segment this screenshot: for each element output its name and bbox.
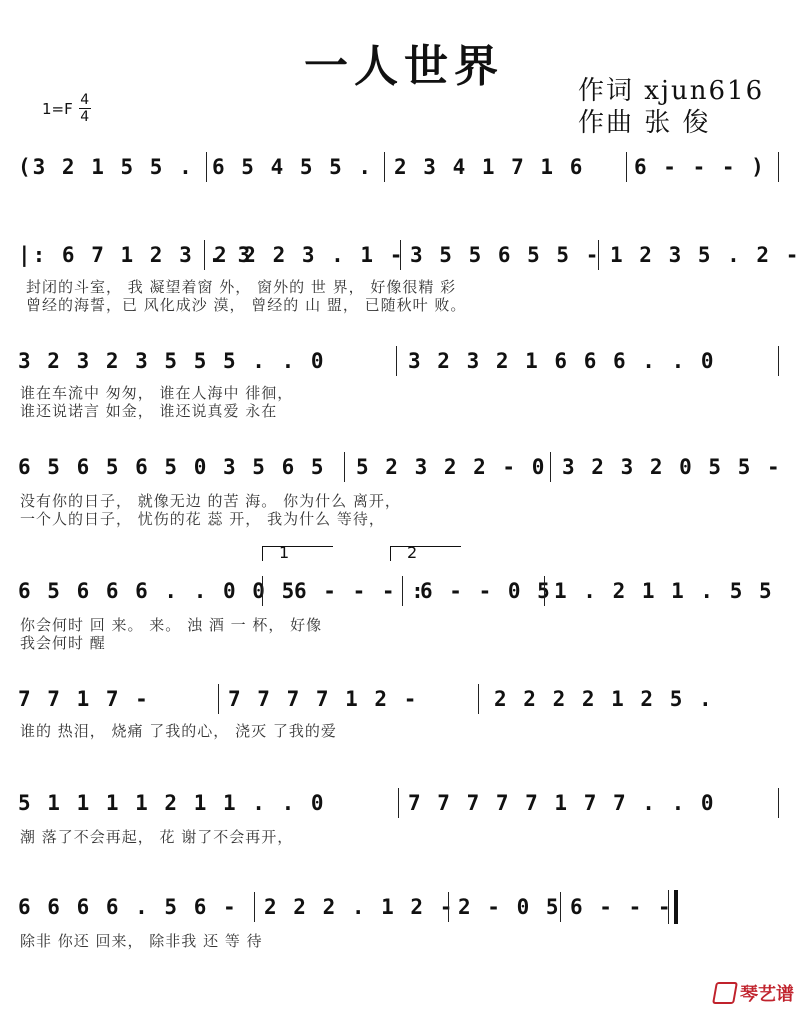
lyric-line: 谁还说诺言 如金， 谁还说真爱 永在: [20, 402, 278, 420]
score-line-6: [18, 682, 790, 716]
key-label: 1=F: [42, 99, 73, 118]
measure: 3 2 3 2 3 5 5 5 . . 0: [18, 349, 326, 373]
measure: 5 2 3 2 2 - 0: [356, 455, 547, 479]
song-title: 一人世界: [304, 41, 504, 92]
measure: 7 7 1 7 -: [18, 687, 150, 711]
measure: 6 - - - ): [634, 155, 766, 179]
measure: 1 2 3 5 . 2 -: [610, 243, 801, 267]
time-signature: [79, 92, 91, 125]
measure: 5 1 1 1 1 2 1 1 . . 0: [18, 791, 326, 815]
measure: 2 3 4 1 7 1 6: [394, 155, 585, 179]
piano-logo-icon: [712, 982, 738, 1004]
measure: 6 - - -: [570, 895, 673, 919]
measure: 6 5 6 5 6 5 0 3 5 6 5: [18, 455, 326, 479]
score-line-4: [18, 450, 790, 484]
lyric-line: 除非 你还 回来， 除非我 还 等 待: [20, 932, 263, 950]
measure: 6 6 6 6 . 5 6 -: [18, 895, 238, 919]
time-numerator: 4: [80, 92, 90, 108]
volta-bracket-1: [262, 543, 333, 562]
measure: 2 - 0 5: [458, 895, 561, 919]
measure: 2 2 2 3 . 1 -: [214, 243, 405, 267]
volta-number: 2: [407, 543, 418, 562]
volta-number: 1: [279, 543, 290, 562]
score-line-1: [18, 150, 790, 184]
measure: 3 2 3 2 1 6 6 6 . . 0: [408, 349, 716, 373]
score-line-2: [18, 238, 801, 272]
final-barline: [674, 890, 678, 924]
measure: 6 5 4 5 5 .: [212, 155, 374, 179]
lyric-line: 谁的 热泪， 烧痛 了我的心， 浇灭 了我的爱: [20, 722, 337, 740]
lyric-line: 你会何时 回 来。 来。 浊 酒 一 杯， 好像: [20, 616, 323, 634]
lyric-line: 谁在车流中 匆匆， 谁在人海中 徘徊，: [20, 384, 294, 402]
measure: 1 . 2 1 1 . 5 5: [554, 579, 774, 603]
key-signature: [42, 92, 91, 125]
lyricist-credit: 作词 xjun616: [578, 76, 765, 106]
measure: 6 - - 0 5: [420, 579, 552, 603]
score-line-7: [18, 786, 790, 820]
measure: 2 2 2 . 1 2 -: [264, 895, 455, 919]
score-line-8: [18, 890, 790, 924]
measure: 3 2 3 2 0 5 5 -: [562, 455, 782, 479]
measure: 6 5 6 6 6 . . 0 0 5: [18, 579, 297, 603]
measure: (3 2 1 5 5 .: [18, 155, 194, 179]
measure: 7 7 7 7 7 1 7 7 . . 0: [408, 791, 716, 815]
logo-text: 琴艺谱: [740, 984, 794, 1005]
lyric-line: 潮 落了不会再起， 花 谢了不会再开，: [20, 828, 294, 846]
lyric-line: 一个人的日子， 忧伤的花 蕊 开， 我为什么 等待，: [20, 510, 385, 528]
lyric-line: 封闭的斗室， 我 凝望着窗 外， 窗外的 世 界， 好像很精 彩: [26, 278, 457, 296]
measure: |: 6 7 1 2 3 . 3: [18, 243, 253, 267]
lyric-line: 没有你的日子， 就像无边 的苦 海。 你为什么 离开，: [20, 492, 401, 510]
measure: 3 5 5 6 5 5 -: [410, 243, 601, 267]
score-line-3: [18, 344, 790, 378]
measure: 7 7 7 7 1 2 -: [228, 687, 419, 711]
measure: 6 - - - :: [294, 579, 426, 603]
score-line-5: [18, 574, 790, 608]
lyric-line: 曾经的海誓，已 风化成沙 漠， 曾经的 山 盟， 已随秋叶 败。: [26, 296, 467, 314]
measure: 2 2 2 2 1 2 5 .: [494, 687, 714, 711]
composer-credit: 作曲 张 俊: [578, 108, 711, 138]
time-denominator: 4: [80, 109, 90, 125]
volta-bracket-2: [390, 543, 461, 562]
site-logo: [714, 980, 794, 1006]
lyric-line: 我会何时 醒: [20, 634, 106, 652]
